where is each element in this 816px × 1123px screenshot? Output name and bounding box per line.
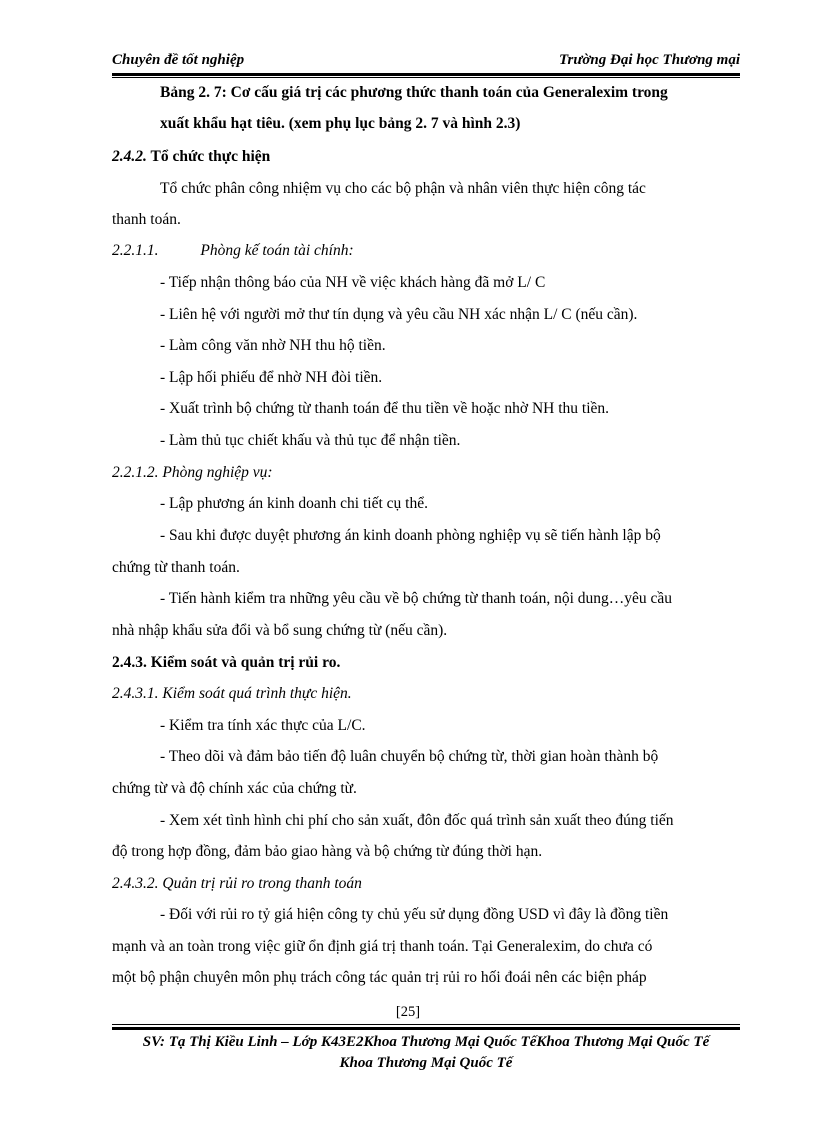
list-item: - Tiếp nhận thông báo của NH về việc khách hàng đã mở L/ C xyxy=(160,274,546,291)
table-caption-line1: Bảng 2. 7: Cơ cấu giá trị các phương thức thanh toán của Generalexim trong xyxy=(160,84,668,101)
header-left: Chuyên đề tốt nghiệp xyxy=(112,52,245,68)
header-rule-thin xyxy=(112,77,740,78)
list-item-continued: chứng từ và độ chính xác của chứng từ. xyxy=(112,780,357,797)
subsection-number: 2.2.1.1. xyxy=(112,242,159,259)
footer-rule xyxy=(112,1027,740,1030)
subsection-heading-2-2-1-2: 2.2.1.2. Phòng nghiệp vụ: xyxy=(112,464,273,481)
list-item-continued: nhà nhập khẩu sửa đổi và bổ sung chứng từ (nếu cần). xyxy=(112,622,448,639)
list-item: - Liên hệ với người mở thư tín dụng và yêu cầu NH xác nhận L/ C (nếu cần). xyxy=(160,306,638,323)
list-item: - Xem xét tình hình chi phí cho sản xuất, đôn đốc quá trình sản xuất theo đúng tiến xyxy=(160,812,674,829)
list-item: - Theo dõi và đảm bảo tiến độ luân chuyển bộ chứng từ, thời gian hoàn thành bộ xyxy=(160,748,659,765)
section-title: Tổ chức thực hiện xyxy=(150,148,271,165)
list-item: - Làm thủ tục chiết khấu và thủ tục để nhận tiền. xyxy=(160,432,461,449)
list-item: - Kiểm tra tính xác thực của L/C. xyxy=(160,717,366,734)
list-item-continued: chứng từ thanh toán. xyxy=(112,559,240,576)
section-heading-2-4-3: 2.4.3. Kiểm soát và quản trị rủi ro. xyxy=(112,654,341,671)
list-item: - Tiến hành kiểm tra những yêu cầu về bộ chứng từ thanh toán, nội dung…yêu cầu xyxy=(160,590,673,607)
table-caption-line2: xuất khẩu hạt tiêu. (xem phụ lục bảng 2. 7 và hình 2.3) xyxy=(160,115,521,132)
list-item: - Sau khi được duyệt phương án kinh doanh phòng nghiệp vụ sẽ tiến hành lập bộ xyxy=(160,527,661,544)
list-item: - Xuất trình bộ chứng từ thanh toán để thu tiền về hoặc nhờ NH thu tiền. xyxy=(160,400,610,417)
paragraph-line: mạnh và an toàn trong việc giữ ổn định giá trị thanh toán. Tại Generalexim, do chưa có xyxy=(112,938,653,955)
list-item-continued: độ trong hợp đồng, đảm bảo giao hàng và bộ chứng từ đúng thời hạn. xyxy=(112,843,543,860)
subsection-title: Phòng kế toán tài chính: xyxy=(200,242,354,259)
page-number: [25] xyxy=(395,1004,421,1020)
subsection-heading-2-4-3-2: 2.4.3.2. Quản trị rủi ro trong thanh toán xyxy=(112,875,362,892)
footer-rule-thin xyxy=(112,1024,740,1025)
page-footer xyxy=(112,1032,740,1074)
paragraph-line: một bộ phận chuyên môn phụ trách công tác quản trị rủi ro hối đoái nên các biện pháp xyxy=(112,969,647,986)
footer-line1: SV: Tạ Thị Kiều Linh – Lớp K43E2Khoa Thương Mại Quốc TếKhoa Thương Mại Quốc Tế xyxy=(142,1034,710,1050)
subsection-heading-2-4-3-1: 2.4.3.1. Kiểm soát quá trình thực hiện. xyxy=(112,685,352,702)
list-item: - Lập hối phiếu để nhờ NH đòi tiền. xyxy=(160,369,383,386)
header-rule xyxy=(112,73,740,76)
subsection-heading-2-2-1-1 xyxy=(112,242,354,260)
section-heading-2-4-2 xyxy=(112,148,270,166)
section-number: 2.4.2. xyxy=(112,148,147,165)
footer-line2: Khoa Thương Mại Quốc Tế xyxy=(339,1055,513,1071)
paragraph-line: Tổ chức phân công nhiệm vụ cho các bộ phận và nhân viên thực hiện công tác xyxy=(160,180,646,197)
paragraph-line: thanh toán. xyxy=(112,211,181,228)
paragraph-line: - Đối với rủi ro tỷ giá hiện công ty chủ yếu sử dụng đồng USD vì đây là đồng tiền xyxy=(160,906,669,923)
list-item: - Lập phương án kinh doanh chi tiết cụ thể. xyxy=(160,495,428,512)
header-right: Trường Đại học Thương mại xyxy=(558,52,740,68)
list-item: - Làm công văn nhờ NH thu hộ tiền. xyxy=(160,337,386,354)
